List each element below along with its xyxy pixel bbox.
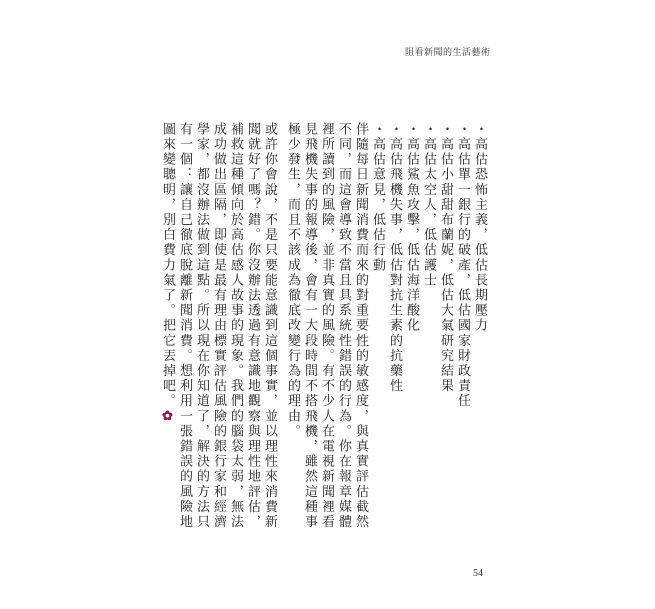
vertical-text-body (160, 122, 488, 540)
body-paragraph-last (159, 122, 278, 540)
bullet-item: ・高估鯊魚攻擊，低估海洋酸化 (404, 122, 419, 334)
page-number: 54 (473, 568, 483, 579)
end-mark-icon: ✿ (160, 408, 175, 427)
running-head: 阻看新聞的生活藝術 (405, 48, 491, 58)
bullet-item: ・高估恐怖主義，低估長期壓力 (472, 122, 487, 334)
bullet-item: ・高估飛機失事，低估對抗生素的抗藥性 (387, 122, 402, 394)
body-paragraph-text: 或許你會說，不是只要能意識到這個事實，並以理性來消費新聞就好了嗎？錯。你沒辦法透過有意識地觀察與理性地評估，補救這種傾向於高估感人故事的現象。我們的腦袋太弱，無法成功做出區隔，即使是最有理由標實評估風險的銀行家和經濟學家，都沒辦法做到這點。所以現在你知道了，解決的方法只有一個：讓自己徹底脫離新聞消費。想利用一張錯誤的風險地圖來變聰明，別白費力氣了。把它丟掉吧。 (160, 122, 277, 530)
body-paragraph: 伴隨每日新聞消費而來的對重要性的敏感度，與真實評估截然不同，而這會導致不當且具系統性錯誤的行為。你在報章媒體裡所讀到的風險，並非真實的風險。有不少人在電視新聞裡看見飛機失事的報導後，會有一大段時間不搭飛機，雖然這種事極少發生，而且不該成為徹底改變行為的理由。 (285, 122, 368, 530)
bullet-item: ・高估小甜甜布蘭妮，低估大氣研究結果 (438, 122, 453, 394)
bullet-item: ・高估單一銀行的破產，低估國家財政責任 (455, 122, 470, 409)
bullet-item: ・高估太空人，低估護士 (421, 122, 436, 289)
bullet-item: ・高估意見，低估行動 (370, 122, 385, 273)
